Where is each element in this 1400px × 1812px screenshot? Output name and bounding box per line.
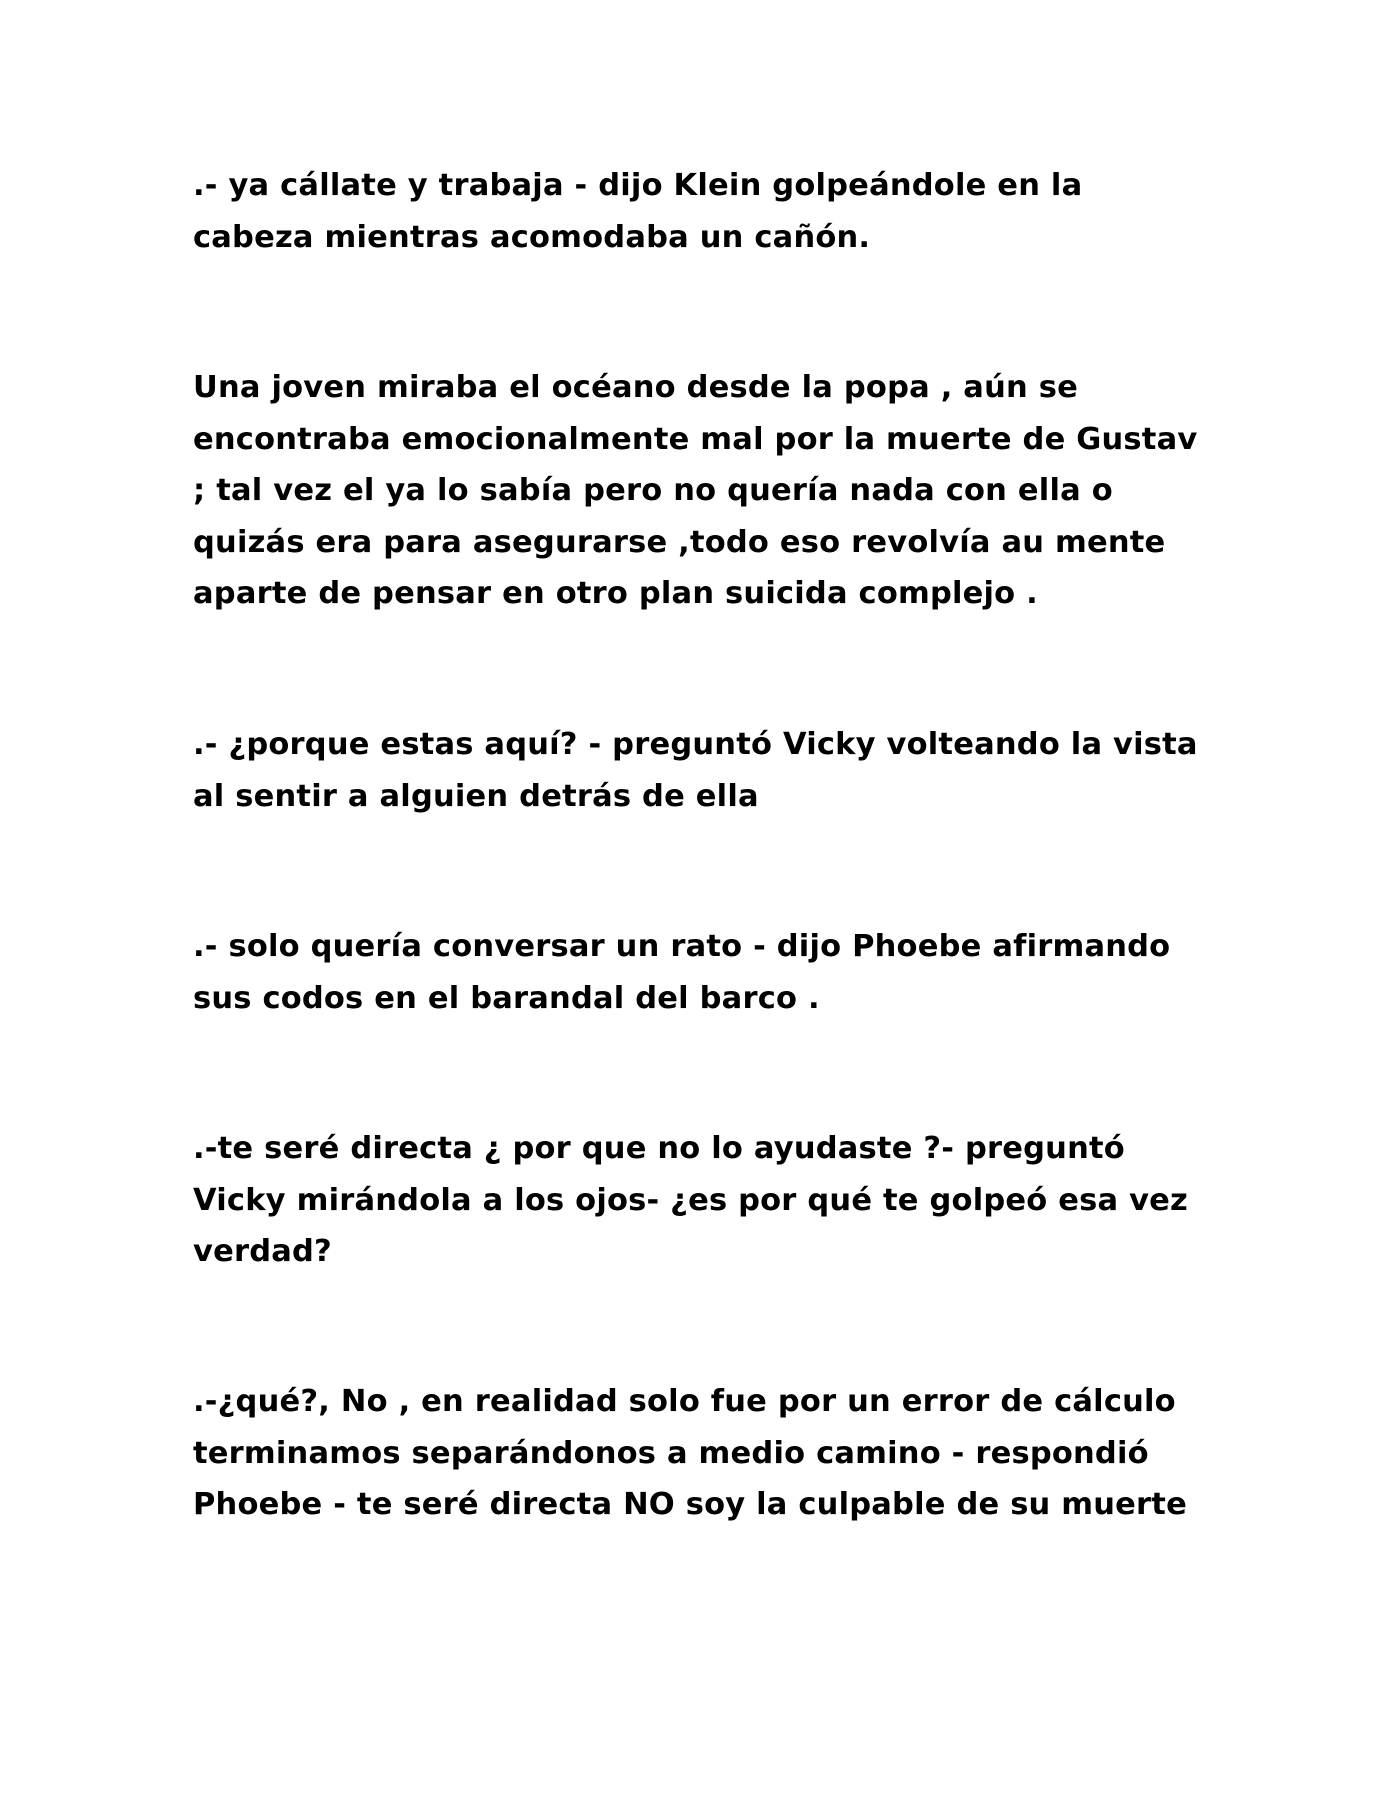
- paragraph-3: [193, 719, 1223, 822]
- paragraph-line: quizás era para asegurarse ,todo eso revolvía au mente: [193, 524, 1166, 560]
- paragraph-line: Vicky mirándola a los ojos- ¿es por qué te golpeó esa vez: [193, 1182, 1188, 1218]
- paragraph-line: .- ya cállate y trabaja - dijo Klein golpeándole en la: [193, 168, 1083, 203]
- paragraph-line: verdad?: [193, 1234, 332, 1269]
- paragraph-2: [193, 362, 1223, 620]
- paragraph-line: Una joven miraba el océano desde la popa , aún se: [193, 370, 1078, 405]
- paragraph-line: .- solo quería conversar un rato - dijo Phoebe afirmando: [193, 929, 1171, 964]
- paragraph-line: ; tal vez el ya lo sabía pero no quería nada con ella o: [193, 473, 1113, 508]
- paragraph-line: .-te seré directa ¿ por que no lo ayudaste ?- preguntó: [193, 1131, 1125, 1166]
- paragraph-line: Phoebe - te seré directa NO soy la culpable de su muerte: [193, 1487, 1187, 1522]
- paragraph-line: al sentir a alguien detrás de ella: [193, 778, 759, 814]
- paragraph-line: .-¿qué?, No , en realidad solo fue por un error de cálculo: [193, 1384, 1176, 1419]
- paragraph-6: [193, 1376, 1223, 1531]
- paragraph-line: aparte de pensar en otro plan suicida complejo .: [193, 576, 1038, 611]
- paragraph-5: [193, 1123, 1223, 1278]
- paragraph-line: sus codos en el barandal del barco .: [193, 980, 820, 1016]
- paragraph-line: terminamos separándonos a medio camino - respondió: [193, 1435, 1149, 1471]
- paragraph-1: [193, 160, 1223, 263]
- paragraph-line: encontraba emocionalmente mal por la muerte de Gustav: [193, 421, 1198, 457]
- paragraph-line: cabeza mientras acomodaba un cañón.: [193, 219, 871, 255]
- paragraph-line: .- ¿porque estas aquí? - preguntó Vicky volteando la vista: [193, 727, 1198, 762]
- paragraph-4: [193, 921, 1223, 1024]
